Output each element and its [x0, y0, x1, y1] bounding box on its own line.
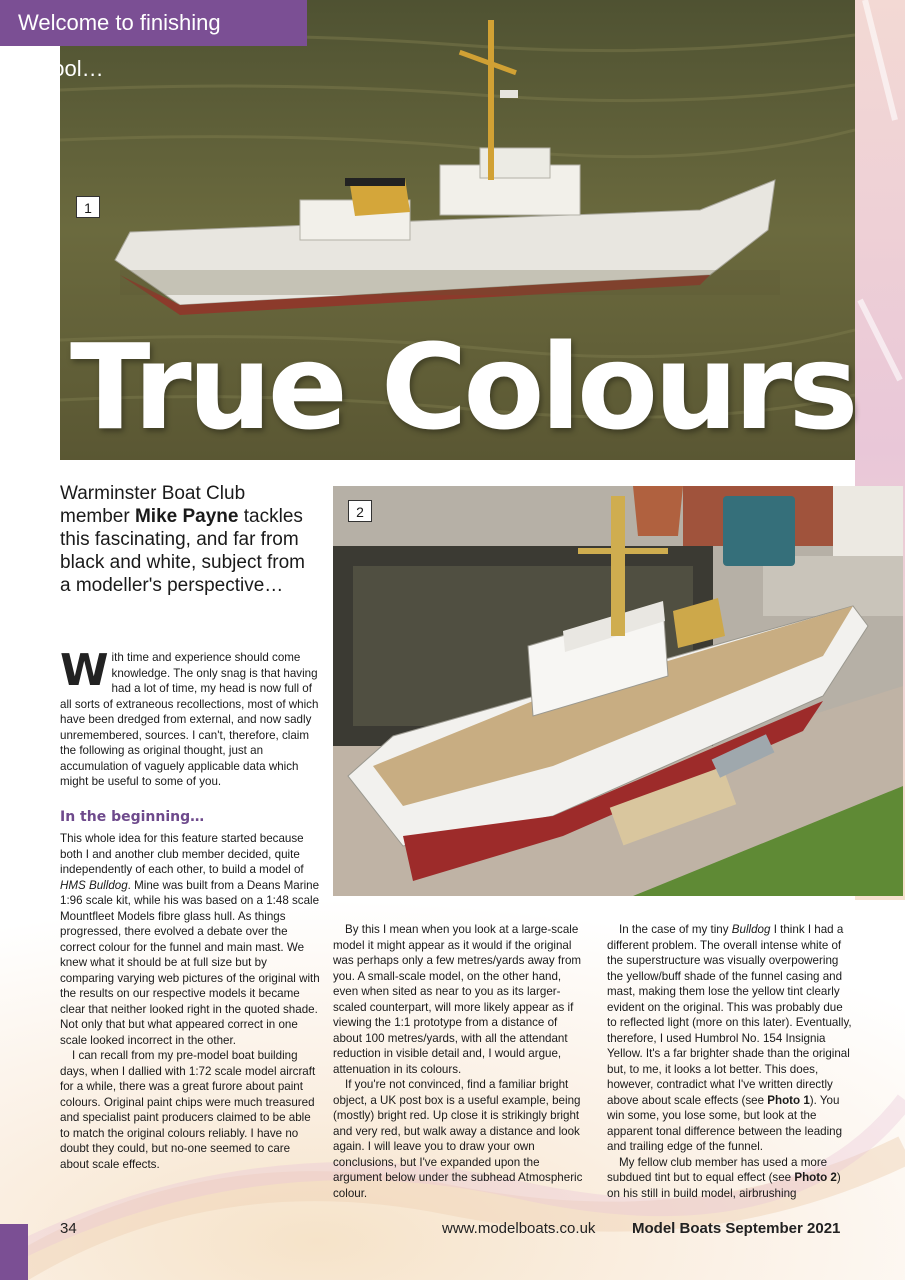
intro-text: ith time and experience should come knowledge. The only snag is that having had a lot of time, my head is now full of all sorts of extraneous recollections, most of which have been dredged from external, and now sadly unremembered, sources. I can't, therefore, claim the following as original thought, just an accumulation of vaguely applicable data which might be useful to some of you.: [60, 651, 319, 788]
section-tag: Welcome to finishing school…: [0, 0, 307, 46]
standfirst: [60, 482, 320, 597]
section1-paragraph-2: I can recall from my pre-model boat building days, when I dallied with 1:72 scale model aircraft for a while, there was a great furore about paint colours. Original paint chips were much treasured and specialist paint producers claimed to be able to match the original colours reliably. I have no doubt they could, but no-one seemed to care about scale effects.: [60, 1049, 316, 1171]
photo-2-number: 2: [348, 500, 372, 522]
text-run: . Mine was built from a Deans Marine 1:96 scale kit, while his was based on a 1:48 scale Mountfleet Models fibre glass hull. As things progressed, there evolved a debate over the correct colour for the funnel and main mast. We knew what it should be at full size but by comparing varying web pictures of the original with the results on our respective models it became clear that neither looked right in the quoted shade. Not only that but what appeared correct in one scale looked incorrect in the other.: [60, 878, 320, 1047]
text-run: This whole idea for this feature started because both I and another club member decided, quite independently of each other, to build a model of: [60, 832, 304, 876]
photo-1-number: 1: [76, 196, 100, 218]
column-3: [607, 922, 855, 1201]
page-number: 34: [60, 1220, 77, 1237]
section1-paragraph-1: [60, 831, 320, 1048]
standfirst-rest: tackles this fascinating, and far from black and white, subject from a modeller's perspective…: [60, 506, 306, 596]
col2-paragraph-2: If you're not convinced, find a familiar bright object, a UK post box is a useful example, being (mostly) bright red. Up close it is strikingly bright and very red, but walk away a distance and look again. I will leave you to draw your own conclusions, but I've expanded upon the argument below under the subhead Atmospheric colour.: [333, 1078, 583, 1200]
subhead-in-the-beginning: In the beginning…: [60, 808, 205, 825]
corner-accent-block: [0, 1224, 28, 1280]
ship-name: Bulldog: [731, 923, 771, 936]
standfirst-intro: Warminster Boat Club member: [60, 483, 246, 527]
col3-paragraph-2: [607, 1155, 855, 1202]
magazine-issue: Model Boats September 2021: [632, 1220, 841, 1237]
text-run: I think I had a different problem. The overall intense white of the superstructure was visually overpowering the yellow/buff shade of the funnel casing and mast, making them lose the yellow tint clearly evident on the original. This was probably due to reflected light (more on this later). Eventually, therefore, I used Humbrol No. 154 Insignia Yellow. It's a far brighter shade than the original but, to me, it looks a lot better. This does, however, contradict what I've written directly above about scale effects (see: [607, 923, 852, 1107]
photo-reference: Photo 1: [767, 1093, 810, 1107]
article-title: True Colours: [70, 318, 855, 456]
text-run: ). You win some, you lose some, but look at the apparent tonal difference between the leading and trailing edge of the funnel.: [607, 1093, 843, 1153]
col3-paragraph-1: [607, 922, 855, 1155]
website-url: www.modelboats.co.uk: [442, 1220, 596, 1237]
text-run: In the case of my tiny: [619, 923, 732, 936]
column-2: [333, 922, 583, 1201]
text-run: My fellow club member has used a more subdued tint but to equal effect (see: [607, 1155, 828, 1184]
photo-2-ship-on-stand: [333, 486, 903, 896]
drop-cap: W: [60, 645, 109, 696]
column-1: [60, 645, 320, 1172]
photo-reference: Photo 2: [794, 1171, 837, 1184]
ship-name: HMS Bulldog: [60, 878, 128, 892]
author-name: Mike Payne: [134, 506, 239, 527]
intro-paragraph: [60, 645, 320, 790]
col2-paragraph-1: By this I mean when you look at a large-scale model it might appear as it would if the original was perhaps only a few metres/yards away from you. A small-scale model, on the other hand, even when sited as near to you as its larger-scaled counterpart, will more likely appear as if viewing the 1:1 prototype from a distance of about 100 metres/yards, with all the attendant reduction in visible detail and, I would argue, attenuation in its colours.: [333, 923, 582, 1076]
text-run: ) on his still in build model, airbrushing: [607, 1171, 841, 1200]
